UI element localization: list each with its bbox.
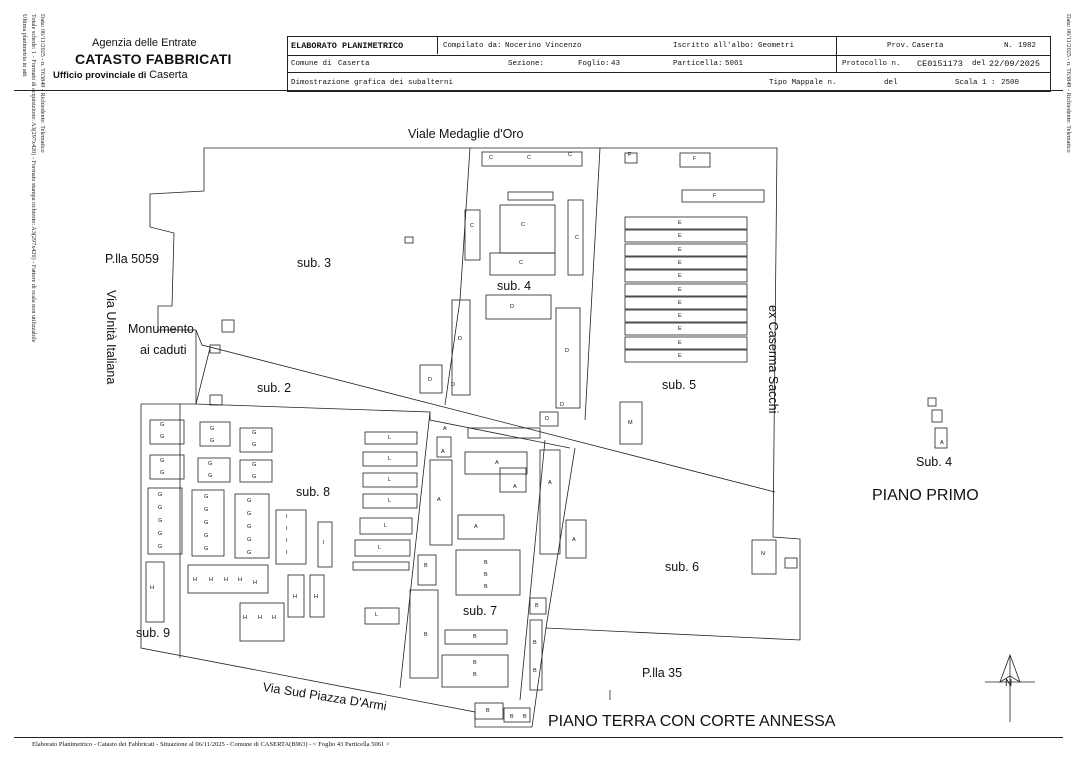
street-viale-medaglie: Viale Medaglie d'Oro <box>408 127 524 141</box>
building-letter: E <box>678 233 682 239</box>
building-letter: G <box>252 430 257 436</box>
building-letter: E <box>678 287 682 293</box>
sub-7-label: sub. 7 <box>463 604 498 618</box>
building-letter: A <box>513 484 517 490</box>
building-letter: D <box>451 382 455 388</box>
building-letter: F <box>628 152 632 158</box>
building-letter: G <box>247 550 252 556</box>
building <box>452 300 470 395</box>
building <box>240 603 284 641</box>
building-letter: L <box>388 435 392 441</box>
building-letter: G <box>160 422 165 428</box>
building-letter: E <box>678 300 682 306</box>
building <box>276 510 306 564</box>
building <box>625 270 747 282</box>
building-letter: I <box>286 538 288 544</box>
building <box>530 620 542 690</box>
building-letter: L <box>384 523 388 529</box>
building-letter: G <box>160 458 165 464</box>
building <box>752 540 776 574</box>
building-letter: D <box>545 416 549 422</box>
monumento-label-1: Monumento <box>128 322 195 336</box>
north-label: N <box>1005 678 1013 689</box>
building <box>148 488 182 554</box>
piano-primo-label: PIANO PRIMO <box>872 487 979 504</box>
building-letter: A <box>548 480 552 486</box>
sub-boundary <box>445 148 470 405</box>
building-letter: G <box>160 434 165 440</box>
building-letter: B <box>510 714 514 720</box>
building <box>625 230 747 242</box>
building-letter: D <box>510 304 514 310</box>
building-letter: G <box>204 520 209 526</box>
building-letter: G <box>158 492 163 498</box>
plla-5059-label: P.lla 5059 <box>105 252 159 266</box>
sub-5-label: sub. 5 <box>662 378 697 392</box>
building <box>355 540 410 556</box>
building-letter: D <box>428 377 432 383</box>
sub-boundary <box>546 448 575 628</box>
building-letter: H <box>272 615 276 621</box>
building-letter: M <box>628 420 633 426</box>
building <box>188 565 268 593</box>
building-letter: G <box>252 442 257 448</box>
building-letter: G <box>158 544 163 550</box>
building-letter: C <box>527 155 531 161</box>
street-via-unita-italiana: Via Unità Italiana <box>104 290 118 385</box>
building <box>540 450 560 554</box>
building-letter: B <box>523 714 527 720</box>
building <box>222 320 234 332</box>
building-letter: H <box>209 577 213 583</box>
foglio-label: Foglio: <box>578 60 610 68</box>
building-letter: B <box>535 603 539 609</box>
building <box>482 152 582 166</box>
building-letter: G <box>158 505 163 511</box>
building-letter: C <box>489 155 493 161</box>
building <box>625 337 747 349</box>
building-letter: C <box>521 222 525 228</box>
building-letter: E <box>678 353 682 359</box>
building-letter: G <box>247 537 252 543</box>
building <box>465 210 480 260</box>
building-letter: A <box>495 460 499 466</box>
n-label: N. <box>1004 42 1014 50</box>
building-letter: E <box>678 220 682 226</box>
building <box>150 420 184 444</box>
building <box>486 295 551 319</box>
building-letter: D <box>458 336 462 342</box>
building-letter: E <box>678 326 682 332</box>
building-letter: H <box>243 615 247 621</box>
building <box>932 410 942 422</box>
building <box>540 412 558 426</box>
building-letter: G <box>204 546 209 552</box>
building-letter: B <box>424 563 428 569</box>
right-margin-line1: Data: 06/11/2025 - n. T63849 - Richiedente: Telematico <box>1065 14 1072 153</box>
building-letter: G <box>247 511 252 517</box>
iscritto-value: Geometri <box>758 42 795 50</box>
building-letter: H <box>238 577 242 583</box>
building-letter: E <box>678 247 682 253</box>
building-letter: G <box>158 531 163 537</box>
building-letter: G <box>252 462 257 468</box>
building-letter: G <box>204 494 209 500</box>
protocollo-value: CE0151173 <box>917 59 963 69</box>
building <box>458 515 504 539</box>
building-letter: F <box>713 193 717 199</box>
building <box>785 558 797 568</box>
ex-caserma-sacchi-label: ex Caserma Sacchi <box>766 305 780 414</box>
building-letter: G <box>208 473 213 479</box>
protocollo-label: Protocollo n. <box>842 60 901 68</box>
del-value: 22/09/2025 <box>989 59 1041 69</box>
building <box>210 395 222 405</box>
sezione-label: Sezione: <box>508 60 545 68</box>
building <box>198 458 230 482</box>
catasto-title: CATASTO FABBRICATI <box>75 51 232 67</box>
building-letter: B <box>533 640 537 646</box>
building-letter: A <box>441 449 445 455</box>
building-letter: C <box>470 223 474 229</box>
sub-boundary <box>400 412 430 688</box>
building <box>318 522 332 567</box>
building <box>625 284 747 296</box>
left-margin-line3: Ultima planimetria in atti <box>21 14 28 77</box>
building-letter: D <box>560 402 564 408</box>
sub-6-label: sub. 6 <box>665 560 700 574</box>
building <box>625 244 747 256</box>
particella-label: Particella: <box>673 60 723 68</box>
building <box>200 422 230 446</box>
building <box>235 494 269 558</box>
building <box>625 297 747 309</box>
n-value: 1982 <box>1018 42 1037 50</box>
doc-title: ELABORATO PLANIMETRICO <box>291 41 404 51</box>
building-letter: N <box>761 551 765 557</box>
tipo-mappale-label: Tipo Mappale n. <box>769 79 837 87</box>
building-letter: G <box>247 524 252 530</box>
building-letter: H <box>258 615 262 621</box>
building-letter: H <box>193 577 197 583</box>
building <box>566 520 586 558</box>
building-letter: E <box>678 313 682 319</box>
building-letter: A <box>437 497 441 503</box>
building-letter: G <box>208 461 213 467</box>
iscritto-label: Iscritto all'albo: <box>673 42 755 50</box>
building <box>625 310 747 322</box>
piano-terra-label: PIANO TERRA CON CORTE ANNESSA <box>548 713 836 730</box>
compilato-label: Compilato da: <box>443 42 502 50</box>
left-margin-line2: Totale schede: 1 - Formato di acquisizione: A3(297x420) - Formato stampa richiesto: A3(297x420) - Fattore di scala non utilizzabile <box>30 14 37 343</box>
building-letter: C <box>519 260 523 266</box>
street-via-sud-piazza-darmi: Via Sud Piazza D'Armi <box>261 680 388 714</box>
building-letter: A <box>474 524 478 530</box>
comune-value: Caserta <box>338 60 370 68</box>
building-letter: L <box>388 498 392 504</box>
sub-3-label: sub. 3 <box>297 256 332 270</box>
building-letter: I <box>323 540 325 546</box>
scala-label: Scala 1 : <box>955 79 996 87</box>
building-letter: G <box>247 498 252 504</box>
building-letter: E <box>678 340 682 346</box>
building <box>353 562 409 570</box>
building <box>556 308 580 408</box>
building <box>430 460 452 545</box>
ufficio-prefix: Ufficio provinciale di <box>53 70 147 81</box>
prov-value: Caserta <box>912 42 944 50</box>
comune-label: Comune di <box>291 60 332 68</box>
building-letter: G <box>204 507 209 513</box>
building-letter: L <box>388 456 392 462</box>
building-letter: L <box>378 545 382 551</box>
scala-value: 2500 <box>1001 79 1020 87</box>
building <box>625 350 747 362</box>
building <box>500 205 555 253</box>
sub-boundary <box>196 330 775 492</box>
building-letter: G <box>160 470 165 476</box>
compilato-value: Nocerino Vincenzo <box>505 42 582 50</box>
del-label: del <box>972 60 986 68</box>
building <box>405 237 413 243</box>
building-letter: B <box>484 572 488 578</box>
plla-35-label: P.lla 35 <box>642 666 683 680</box>
particella-value: 5061 <box>725 60 744 68</box>
building-letter: B <box>424 632 428 638</box>
building <box>418 555 436 585</box>
foglio-value: 43 <box>611 60 621 68</box>
building-letter: H <box>224 577 228 583</box>
building <box>928 398 936 406</box>
footer-text: Elaborato Planimetrico - Catasto dei Fabbricati - Situazione al 06/11/2025 - Comune di CASERTA(B963) - < Foglio 43 Particella 5061 > <box>32 741 390 748</box>
building <box>456 550 520 595</box>
building-letter: B <box>484 560 488 566</box>
building-letter: B <box>484 584 488 590</box>
building-letter: C <box>568 152 572 158</box>
sub-boundary <box>585 148 600 420</box>
building-letter: D <box>565 348 569 354</box>
sub-4-label: sub. 4 <box>497 279 532 293</box>
building-letter: G <box>210 438 215 444</box>
building-letter: F <box>693 156 697 162</box>
building-letter: H <box>253 580 257 586</box>
building-letter: E <box>678 260 682 266</box>
building <box>146 562 164 622</box>
building-letter: E <box>678 273 682 279</box>
building-letter: G <box>210 426 215 432</box>
dimostrazione-label: Dimostrazione grafica dei subalterni <box>291 79 454 87</box>
agency-name: Agenzia delle Entrate <box>92 37 197 49</box>
tipo-del-label: del <box>884 79 898 87</box>
building-letter: G <box>252 474 257 480</box>
building-letter: B <box>473 634 477 640</box>
building-letter: C <box>575 235 579 241</box>
left-margin-line1: Data: 06/11/2025 - n. T63849 - Richiedente: Telematico <box>39 14 46 153</box>
ufficio-city: Caserta <box>149 69 188 81</box>
building-letter: G <box>158 518 163 524</box>
sub-2-label: sub. 2 <box>257 381 292 395</box>
monumento-label-2: ai caduti <box>140 343 187 357</box>
building-letter: G <box>204 533 209 539</box>
building <box>625 217 747 229</box>
building-letter: B <box>473 660 477 666</box>
building-letter: I <box>286 526 288 532</box>
sub-9-label: sub. 9 <box>136 626 171 640</box>
building <box>625 323 747 335</box>
building-letter: A <box>572 537 576 543</box>
building-letter: B <box>486 708 490 714</box>
building-letter: I <box>286 550 288 556</box>
building-letter: A <box>940 440 944 446</box>
building <box>365 608 399 624</box>
building-letter: B <box>473 672 477 678</box>
building-letter: H <box>150 585 154 591</box>
building <box>150 455 184 479</box>
building-letter: I <box>286 514 288 520</box>
building-letter: B <box>533 668 537 674</box>
sub-4-piano-primo-label: Sub. 4 <box>916 455 953 469</box>
building-letter: H <box>293 594 297 600</box>
building-letter: L <box>388 477 392 483</box>
building-letter: A <box>443 426 447 432</box>
prov-label: Prov. <box>887 42 910 50</box>
sub-8-label: sub. 8 <box>296 485 331 499</box>
building <box>508 192 553 200</box>
building-letter: H <box>314 594 318 600</box>
building <box>625 257 747 269</box>
building <box>682 190 764 202</box>
building-letter: L <box>375 612 379 618</box>
